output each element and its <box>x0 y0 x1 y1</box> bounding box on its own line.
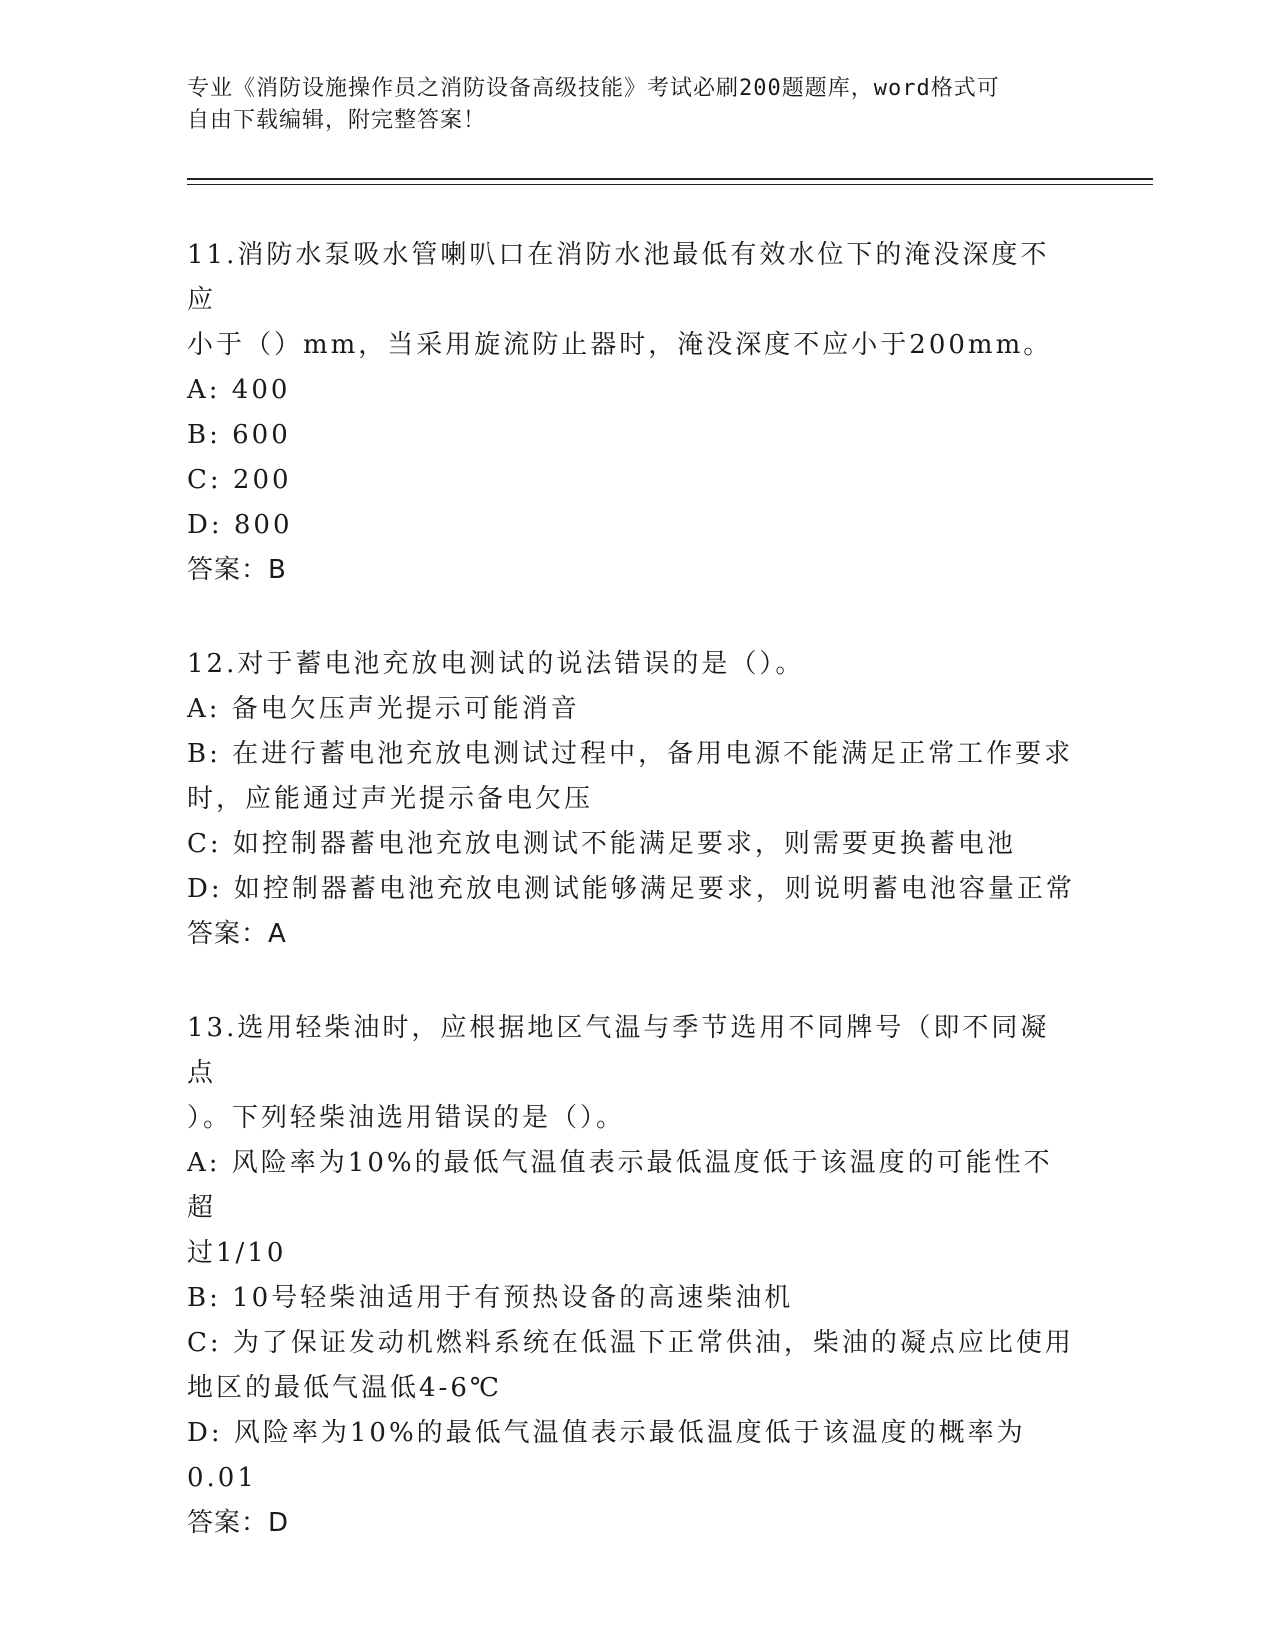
option-b-continued: 时，应能通过声光提示备电欠压 <box>187 784 594 814</box>
option-a: A: 400 <box>187 375 291 405</box>
option-d: D: 如控制器蓄电池充放电测试能够满足要求，则说明蓄电池容量正常 <box>187 874 1075 904</box>
option-d: D: 风险率为10%的最低气温值表示最低温度低于该温度的概率为0.01 <box>187 1418 1026 1493</box>
option-a: A: 备电欠压声光提示可能消音 <box>187 694 580 724</box>
question-list <box>187 233 1077 1595</box>
question-stem-line: 11.消防水泵吸水管喇叭口在消防水池最低有效水位下的淹没深度不应 <box>187 240 1050 315</box>
option-c: C: 如控制器蓄电池充放电测试不能满足要求，则需要更换蓄电池 <box>187 829 1016 859</box>
option-a: A: 风险率为10%的最低气温值表示最低温度低于该温度的可能性不超 <box>187 1148 1053 1223</box>
question-stem-line: 小于（）mm，当采用旋流防止器时，淹没深度不应小于200mm。 <box>187 330 1053 360</box>
header-line-1: 专业《消防设施操作员之消防设备高级技能》考试必刷200题题库，word格式可 <box>187 76 1000 101</box>
question-stem-line: 13.选用轻柴油时，应根据地区气温与季节选用不同牌号（即不同凝点 <box>187 1013 1050 1088</box>
header-divider <box>187 178 1153 180</box>
option-d: D: 800 <box>187 510 293 540</box>
option-a-continued: 过1/10 <box>187 1238 287 1268</box>
answer-line: 答案：A <box>187 919 287 949</box>
question-13 <box>187 1006 1077 1546</box>
option-b: B: 在进行蓄电池充放电测试过程中，备用电源不能满足正常工作要求 <box>187 739 1074 769</box>
header-divider-thin <box>187 184 1153 185</box>
option-c: C: 为了保证发动机燃料系统在低温下正常供油，柴油的凝点应比使用 <box>187 1328 1074 1358</box>
option-c-continued: 地区的最低气温低4-6℃ <box>187 1373 502 1403</box>
option-c: C: 200 <box>187 465 292 495</box>
option-b: B: 10号轻柴油适用于有预热设备的高速柴油机 <box>187 1283 794 1313</box>
question-stem-line: 12.对于蓄电池充放电测试的说法错误的是（）。 <box>187 649 805 679</box>
header-line-2: 自由下载编辑，附完整答案！ <box>187 108 487 133</box>
answer-line: 答案：D <box>187 1508 290 1538</box>
question-11 <box>187 233 1077 593</box>
document-header <box>187 73 1067 137</box>
option-b: B: 600 <box>187 420 291 450</box>
question-stem-line: ）。下列轻柴油选用错误的是（）。 <box>187 1103 626 1133</box>
question-12 <box>187 642 1077 957</box>
answer-line: 答案：B <box>187 555 287 585</box>
